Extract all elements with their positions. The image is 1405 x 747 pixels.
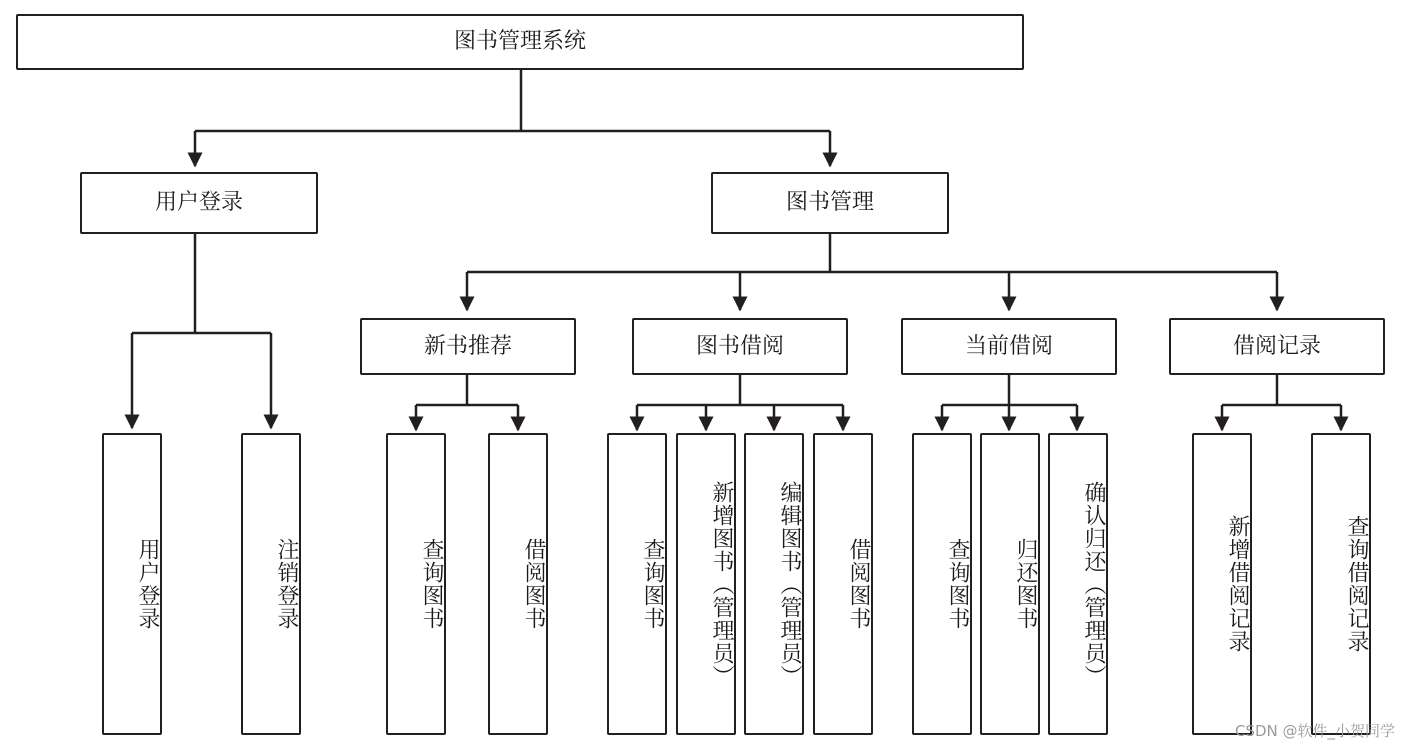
- node-leaf-record-query-label: 查询借阅记录: [1344, 515, 1369, 653]
- node-leaf-record-query[interactable]: [1311, 433, 1371, 735]
- node-leaf-current-confirm[interactable]: [1048, 433, 1108, 735]
- node-leaf-newbook-borrow-label: 借阅图书: [521, 538, 546, 630]
- node-root-label: 图书管理系统: [453, 29, 586, 55]
- node-new-book-recommend[interactable]: [360, 318, 576, 375]
- node-leaf-borrow-add[interactable]: [676, 433, 736, 735]
- node-borrow-record-label: 借阅记录: [1232, 333, 1321, 359]
- node-leaf-newbook-borrow[interactable]: [488, 433, 548, 735]
- node-leaf-logout-label: 注销登录: [274, 538, 299, 630]
- node-leaf-current-return-label: 归还图书: [1013, 538, 1038, 630]
- node-book-management[interactable]: [711, 172, 949, 234]
- node-current-borrow[interactable]: [901, 318, 1117, 375]
- node-leaf-current-return[interactable]: [980, 433, 1040, 735]
- node-new-book-recommend-label: 新书推荐: [423, 333, 512, 359]
- node-user-login-label: 用户登录: [154, 190, 243, 216]
- node-current-borrow-label: 当前借阅: [964, 333, 1053, 359]
- node-borrow-record[interactable]: [1169, 318, 1385, 375]
- node-leaf-newbook-query[interactable]: [386, 433, 446, 735]
- node-book-borrow[interactable]: [632, 318, 848, 375]
- node-leaf-borrow-book[interactable]: [813, 433, 873, 735]
- node-leaf-record-add-label: 新增借阅记录: [1225, 515, 1250, 653]
- watermark-label: CSDN @软件_小贺同学: [1234, 722, 1395, 740]
- node-leaf-logout[interactable]: [241, 433, 301, 735]
- node-leaf-current-query-label: 查询图书: [945, 538, 970, 630]
- node-leaf-borrow-add-label: 新增图书（管理员）: [709, 480, 734, 688]
- node-leaf-borrow-query-label: 查询图书: [640, 538, 665, 630]
- node-leaf-borrow-edit[interactable]: [744, 433, 804, 735]
- node-book-borrow-label: 图书借阅: [695, 333, 784, 359]
- node-root[interactable]: [16, 14, 1024, 70]
- node-leaf-user-login-label: 用户登录: [135, 538, 160, 630]
- node-user-login[interactable]: [80, 172, 318, 234]
- node-leaf-newbook-query-label: 查询图书: [419, 538, 444, 630]
- node-book-management-label: 图书管理: [785, 190, 874, 216]
- node-leaf-current-confirm-label: 确认归还（管理员）: [1081, 480, 1106, 688]
- node-leaf-current-query[interactable]: [912, 433, 972, 735]
- node-leaf-user-login[interactable]: [102, 433, 162, 735]
- node-leaf-record-add[interactable]: [1192, 433, 1252, 735]
- node-leaf-borrow-edit-label: 编辑图书（管理员）: [777, 480, 802, 688]
- node-leaf-borrow-book-label: 借阅图书: [846, 538, 871, 630]
- node-leaf-borrow-query[interactable]: [607, 433, 667, 735]
